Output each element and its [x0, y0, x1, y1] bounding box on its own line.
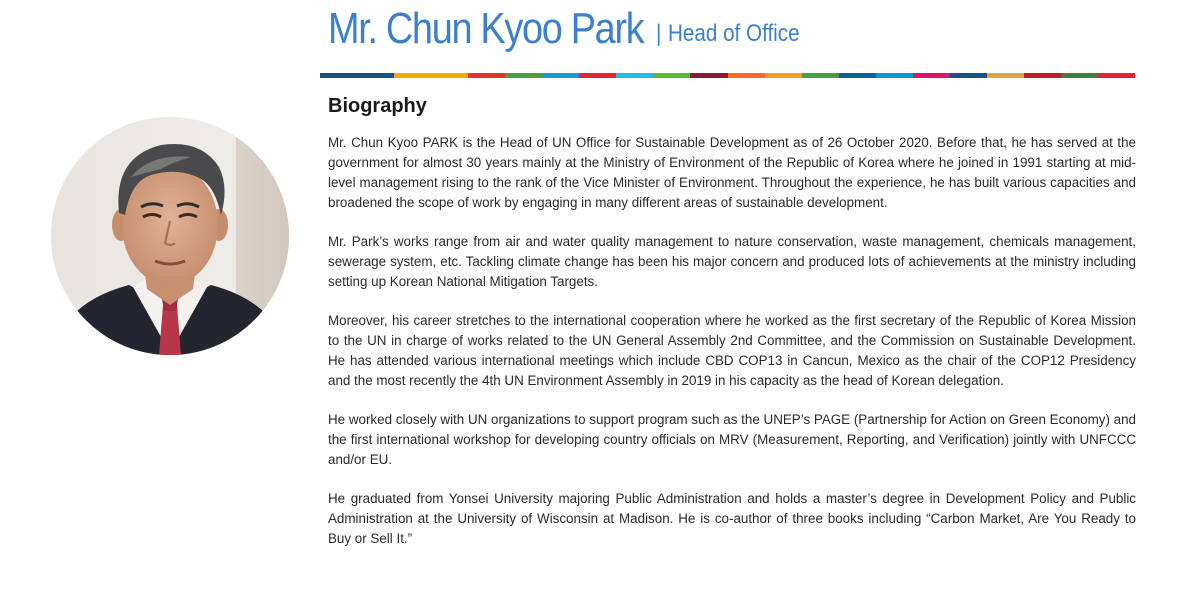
divider-segment [320, 73, 357, 78]
portrait-photo [51, 117, 289, 355]
divider-segment [1061, 73, 1098, 78]
biography-paragraph: Mr. Chun Kyoo PARK is the Head of UN Office for Sustainable Development as of 26 October 2020. Before that, he has served at the government for almost 30 years mainly at the Ministry of Environment of the Republic of Korea where he joined in 1991 starting at mid-level management rising to the rank of the Vice Minister of Environment. Throughout the experience, he has built various capacities and broadened the scope of work by engaging in many different areas of sustainable development. [328, 135, 1136, 210]
divider-segment [802, 73, 839, 78]
divider-segment [431, 73, 468, 78]
divider-segment [468, 73, 505, 78]
person-name: Mr. Chun Kyoo Park [328, 4, 644, 53]
biography-paragraph: Moreover, his career stretches to the international cooperation where he worked as the first secretary of the Republic of Korea Mission to the UN in charge of works related to the UN General Assembly 2nd Committee, and the Commission on Sustainable Development. He has attended various international meetings which include CBD COP13 in Cancun, Mexico as the chair of the COP12 Presidency and the most recently the 4th UN Environment Assembly in 2019 in his capacity as the head of Korean delegation. [328, 313, 1136, 388]
person-role: Head of Office [668, 20, 800, 47]
page-title [328, 4, 695, 54]
biography-heading: Biography [328, 95, 427, 117]
divider-segment [728, 73, 765, 78]
divider-segment [876, 73, 913, 78]
sdg-color-divider [320, 73, 1135, 78]
title-separator: | [656, 20, 662, 47]
divider-segment [616, 73, 653, 78]
divider-segment [542, 73, 579, 78]
divider-segment [950, 73, 987, 78]
biography-paragraph: Mr. Park’s works range from air and water quality management to nature conservation, waste management, chemicals management, sewerage system, etc. Tackling climate change has been his major concern and produced lots of achievements at the ministry including setting up Korean National Mitigation Targets. [328, 234, 1136, 289]
title-role [656, 20, 821, 48]
divider-segment [765, 73, 802, 78]
divider-segment [690, 73, 727, 78]
person-portrait-icon [51, 117, 289, 355]
divider-segment [913, 73, 950, 78]
divider-segment [357, 73, 394, 78]
divider-segment [839, 73, 876, 78]
divider-segment [1098, 73, 1135, 78]
biography-paragraph: He graduated from Yonsei University majoring Public Administration and holds a master’s degree in Development Policy and Public Administration at the University of Wisconsin at Madison. He is co-author of three books including “Carbon Market, Are You Ready to Buy or Sell It.” [328, 491, 1136, 546]
divider-segment [1024, 73, 1061, 78]
divider-segment [579, 73, 616, 78]
divider-segment [394, 73, 431, 78]
divider-segment [505, 73, 542, 78]
divider-segment [653, 73, 690, 78]
divider-segment [987, 73, 1024, 78]
biography-paragraph: He worked closely with UN organizations to support program such as the UNEP’s PAGE (Partnership for Action on Green Economy) and the first international workshop for developing country officials on MRV (Measurement, Reporting, and Verification) jointly with UNFCCC and/or EU. [328, 412, 1136, 467]
biography-text [328, 133, 1136, 568]
